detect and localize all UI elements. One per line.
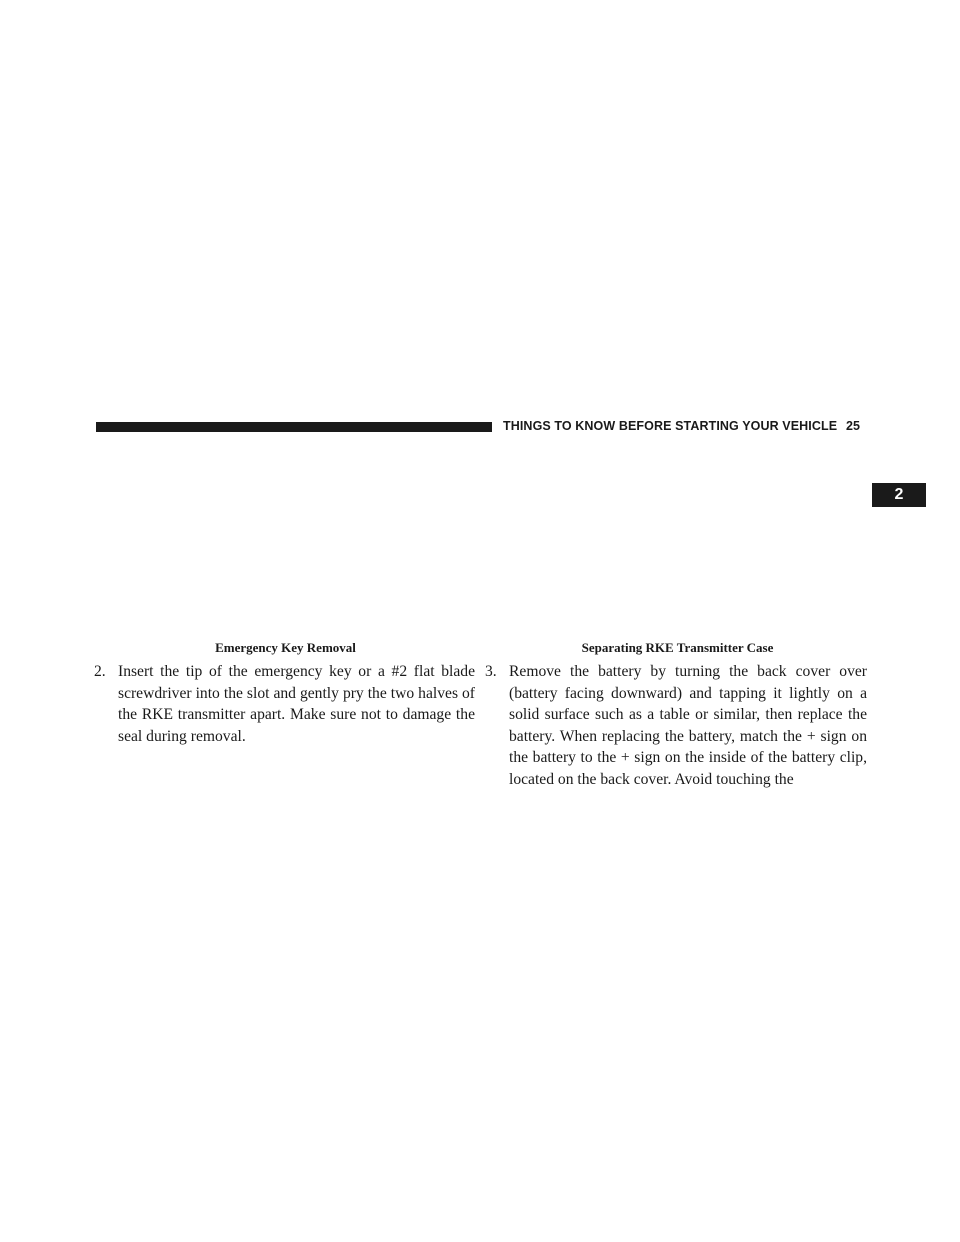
step-item bbox=[94, 661, 475, 747]
step-item bbox=[485, 661, 867, 790]
step-number: 3. bbox=[485, 663, 497, 680]
step-text: Insert the tip of the emergency key or a #2 flat blade screwdriver into the slot and gently pry the two halves of the RKE transmitter apart. Make sure not to damage the seal during removal. bbox=[118, 663, 475, 745]
step-number: 2. bbox=[94, 663, 106, 680]
section-title: THINGS TO KNOW BEFORE STARTING YOUR VEHICLE bbox=[503, 419, 838, 433]
figure-caption-separating-case: Separating RKE Transmitter Case bbox=[581, 640, 774, 655]
page-number: 25 bbox=[846, 419, 860, 433]
step-text: Remove the battery by turning the back cover over (battery facing downward) and tapping it lightly on a solid surface such as a table or similar, then replace the battery. When replacing the battery, match the + sign on the battery to the + sign on the inside of the battery clip, located on the back cover. Avoid touching the bbox=[509, 663, 867, 788]
header-rule-bar bbox=[96, 422, 492, 432]
chapter-tab: 2 bbox=[872, 483, 926, 507]
figure-caption-emergency-key: Emergency Key Removal bbox=[215, 640, 356, 655]
